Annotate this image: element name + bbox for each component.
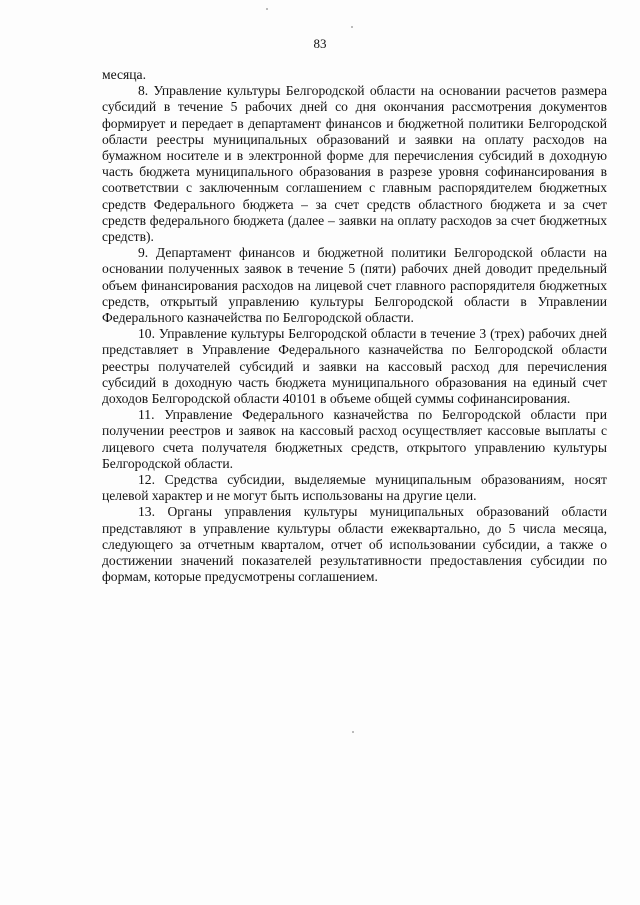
- paragraph-continuation: месяца.: [102, 67, 146, 82]
- paragraph-11: 11. Управление Федерального казначейства по Белгородской области при получении реестров и заявок на кассовый расход осуществляет кассовые выплаты с лицевого счета получателя бюджетных средств, открытого управлению культуры Белгородской области.: [102, 407, 607, 471]
- scan-artifact: [266, 8, 268, 10]
- paragraph-10: 10. Управление культуры Белгородской области в течение 3 (трех) рабочих дней представляет в Управление Федерального казначейства по Белгородской области реестры получателей субсидий и заявки на кассовый расход для перечисления субсидий в доходную часть бюджета муниципального образования на единый счет доходов Белгородской области 40101 в объеме общей суммы софинансирования.: [102, 326, 607, 407]
- page-number: 83: [313, 36, 327, 51]
- document-body: [102, 67, 607, 586]
- scan-artifact: [351, 26, 353, 28]
- paragraph-9: 9. Департамент финансов и бюджетной политики Белгородской области на основании полученных заявок в течение 5 (пяти) рабочих дней доводит предельный объем финансирования расходов на лицевой счет главного распорядителя бюджетных средств, открытый управлению культуры Белгородской области в Управлении Федерального казначейства по Белгородской области.: [102, 245, 607, 326]
- paragraph-12: 12. Средства субсидии, выделяемые муниципальным образованиям, носят целевой характер и не могут быть использованы на другие цели.: [102, 472, 607, 504]
- paragraph-8: 8. Управление культуры Белгородской области на основании расчетов размера субсидий в течение 5 рабочих дней со дня окончания рассмотрения документов формирует и передает в департамент финансов и бюджетной политики Белгородской области реестры муниципальных образований и заявки на оплату расходов на бумажном носителе и в электронной форме для перечисления субсидий в доходную часть бюджета муниципального образования в разрезе уровня софинансирования в соответствии с заключенным соглашением с главным распорядителем бюджетных средств Федерального бюджета – за счет средств областного бюджета и за счет средств федерального бюджета (далее – заявки на оплату расходов за счет бюджетных средств).: [102, 83, 607, 245]
- scan-artifact: [352, 731, 354, 733]
- paragraph-13: 13. Органы управления культуры муниципальных образований области представляют в управление культуры области ежеквартально, до 5 числа месяца, следующего за отчетным кварталом, отчет об использовании субсидии, а также о достижении значений показателей результативности предоставления субсидии по формам, которые предусмотрены соглашением.: [102, 504, 607, 585]
